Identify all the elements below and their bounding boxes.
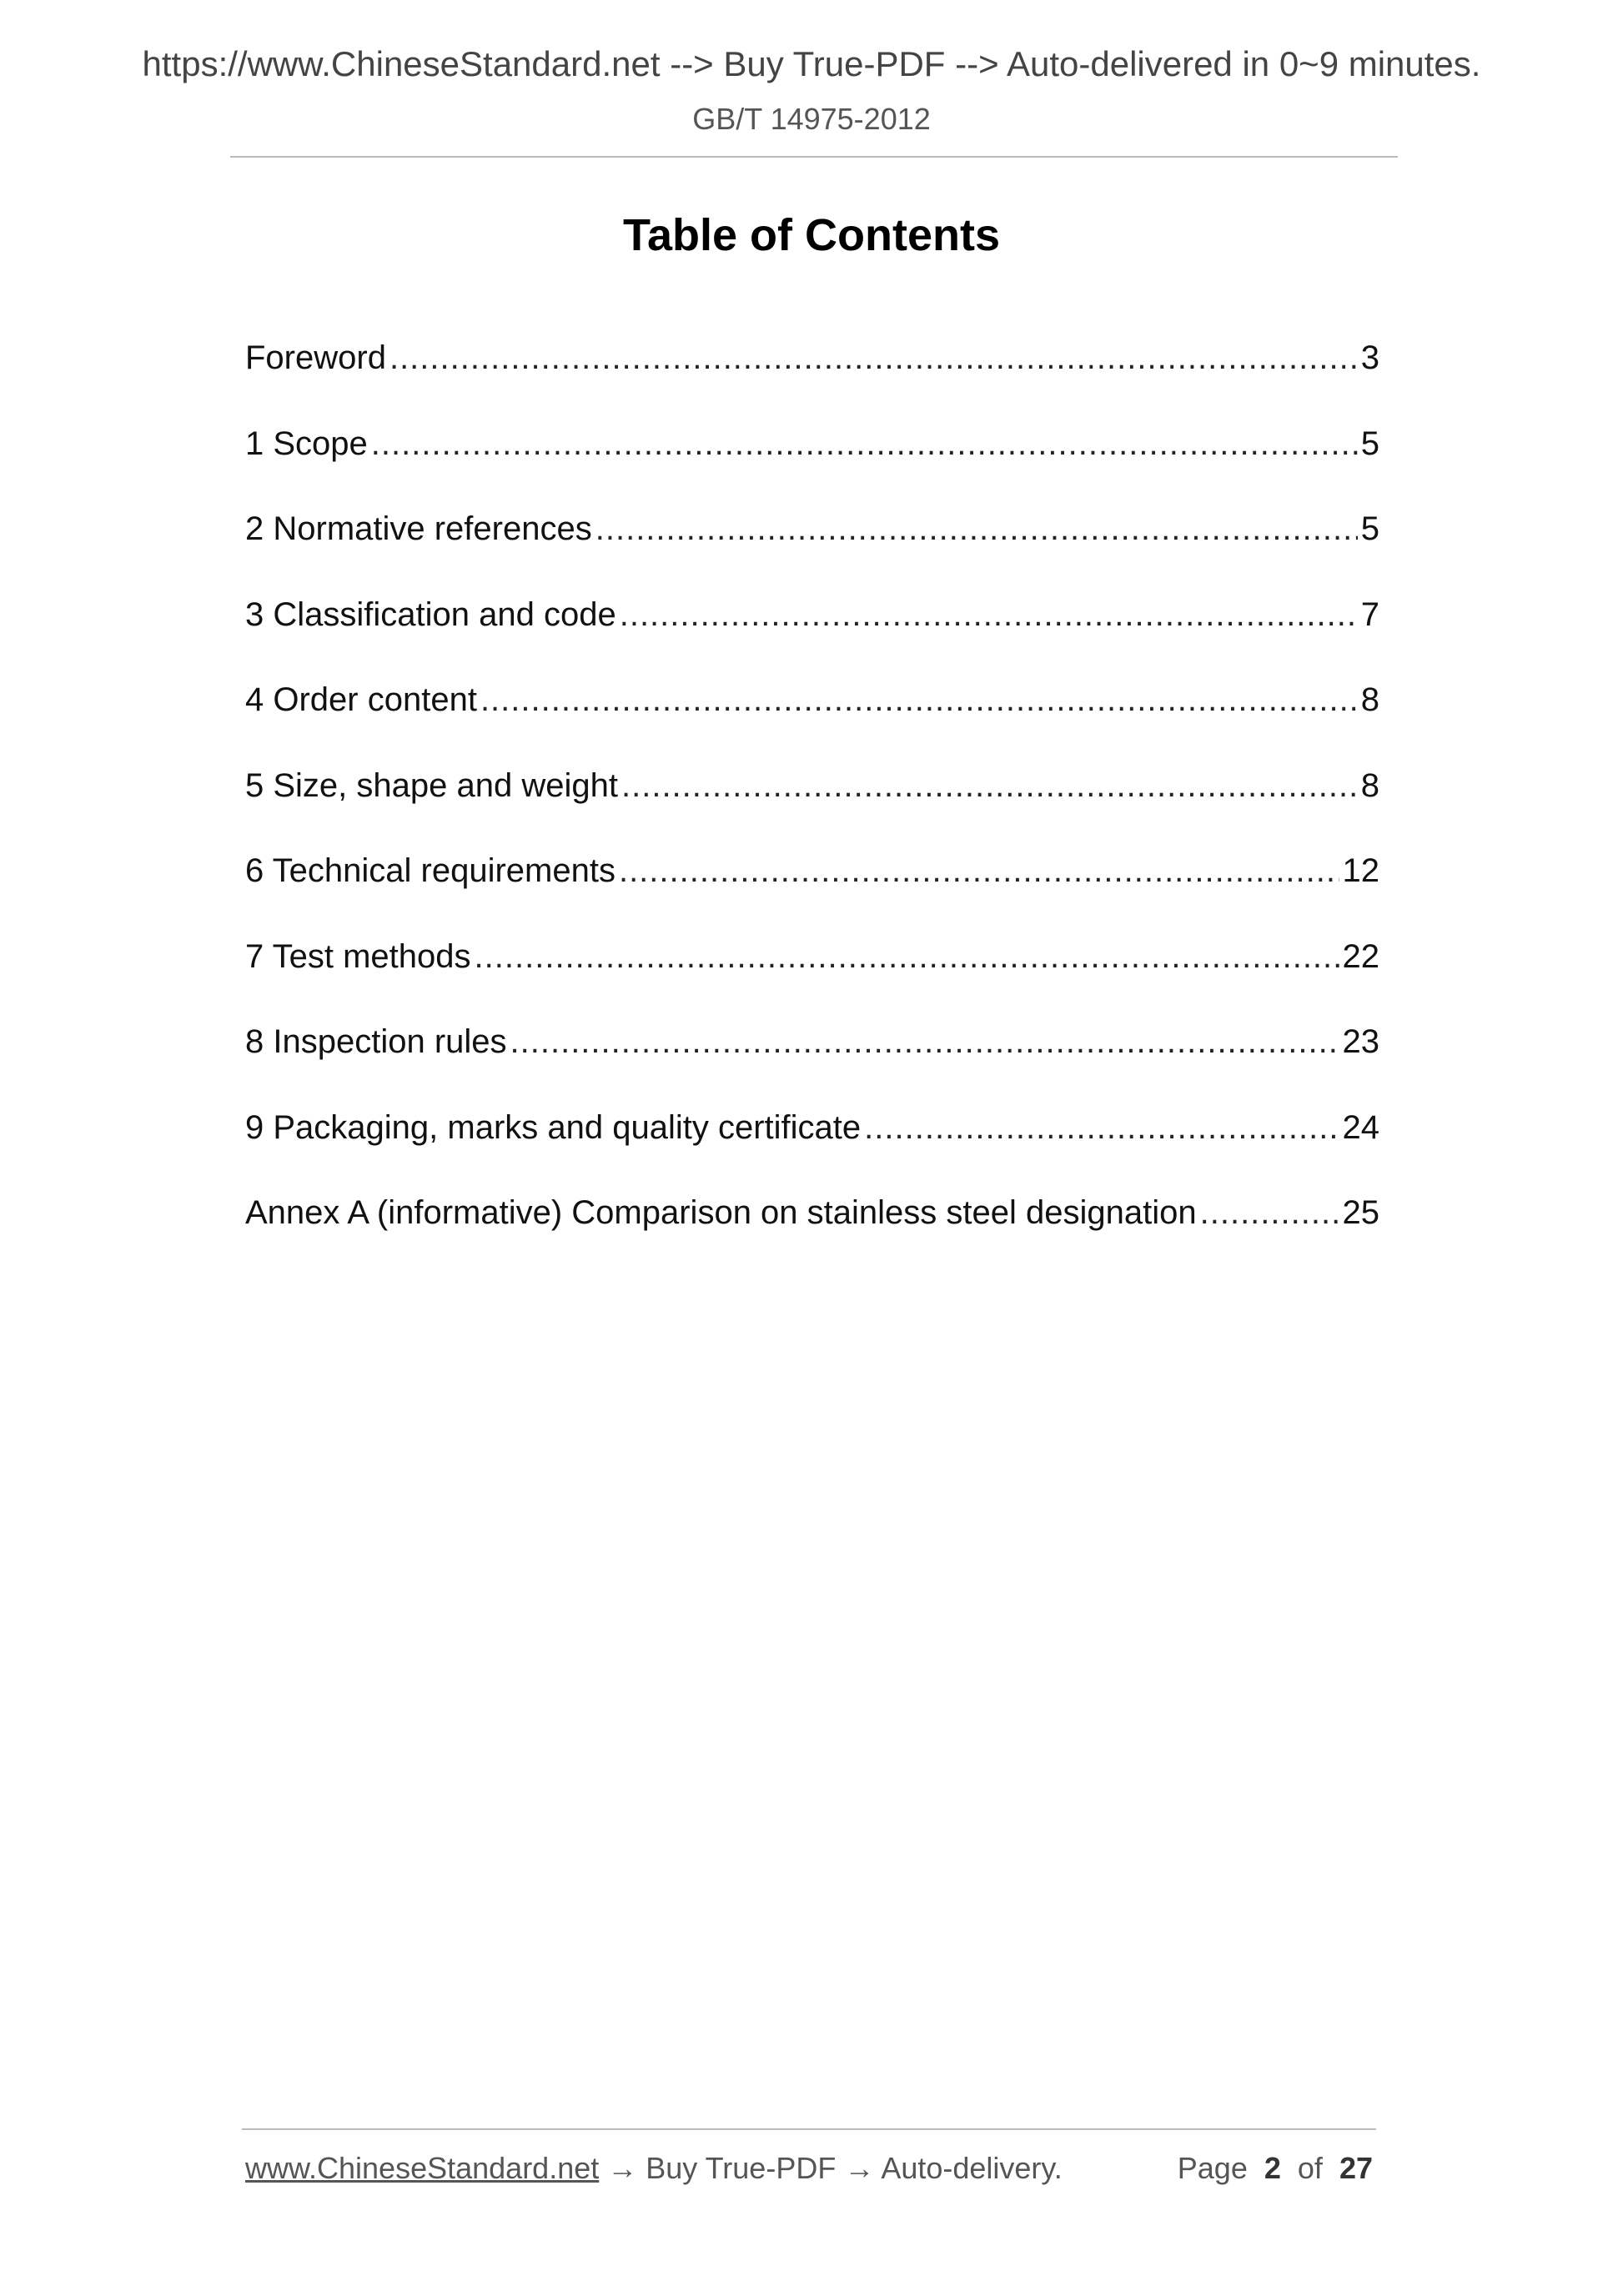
toc-entry-label: 4 Order content — [245, 681, 477, 718]
toc-entry-page: 22 — [1342, 937, 1379, 975]
footer-site-link[interactable]: www.ChineseStandard.net — [245, 2151, 600, 2185]
toc-entry-label: 6 Technical requirements — [245, 852, 616, 889]
document-id: GB/T 14975-2012 — [692, 102, 931, 136]
dot-leader — [619, 851, 1339, 891]
header-banner: https://www.ChineseStandard.net --> Buy True-PDF --> Auto-delivered in 0~9 minutes. — [142, 44, 1481, 83]
toc-entry-page: 5 — [1360, 510, 1379, 547]
dot-leader — [480, 680, 1358, 720]
toc-entry-size-shape-weight[interactable] — [245, 766, 1379, 852]
toc-entry-page: 8 — [1360, 681, 1379, 718]
dot-leader — [620, 595, 1358, 635]
dot-leader — [1200, 1193, 1339, 1233]
toc-entry-page: 7 — [1360, 595, 1379, 633]
footer-tagline: → Buy True-PDF → Auto-delivery. — [599, 2151, 1063, 2185]
toc-entry-classification-and-code[interactable] — [245, 595, 1379, 681]
toc-entry-page: 23 — [1342, 1023, 1379, 1060]
toc-entry-page: 3 — [1360, 339, 1379, 376]
toc-entry-page: 25 — [1342, 1194, 1379, 1231]
toc-entry-label: Foreword — [245, 339, 386, 376]
toc-entry-label: 9 Packaging, marks and quality certificate — [245, 1108, 862, 1146]
dot-leader — [510, 1022, 1339, 1062]
toc-entry-order-content[interactable] — [245, 680, 1379, 766]
dot-leader — [595, 509, 1358, 549]
dot-leader — [864, 1108, 1339, 1148]
toc-entry-inspection-rules[interactable] — [245, 1022, 1379, 1108]
dot-leader — [475, 937, 1339, 977]
toc-entry-technical-requirements[interactable] — [245, 851, 1379, 937]
toc-entry-page: 8 — [1360, 766, 1379, 804]
toc-entry-test-methods[interactable] — [245, 937, 1379, 1022]
header-divider — [230, 156, 1398, 158]
page-word: Page — [1177, 2151, 1248, 2185]
toc-entry-label: 7 Test methods — [245, 937, 471, 975]
footer-left — [245, 2150, 1063, 2186]
dot-leader — [621, 766, 1358, 806]
page-number — [1178, 2150, 1373, 2186]
page-of: of — [1297, 2151, 1323, 2185]
toc-entry-label: 1 Scope — [245, 425, 368, 462]
toc-entry-packaging-marks-certificate[interactable] — [245, 1108, 1379, 1193]
toc-entry-page: 5 — [1360, 425, 1379, 462]
toc-entry-page: 24 — [1342, 1108, 1379, 1146]
page-current: 2 — [1264, 2151, 1281, 2185]
dot-leader — [371, 424, 1358, 464]
dot-leader — [389, 338, 1358, 378]
page-total: 27 — [1339, 2151, 1373, 2185]
toc-title: Table of Contents — [623, 210, 1000, 260]
toc-entry-label: 8 Inspection rules — [245, 1023, 507, 1060]
footer-divider — [242, 2128, 1376, 2130]
toc-list — [245, 338, 1379, 1279]
toc-entry-label: 5 Size, shape and weight — [245, 766, 618, 804]
toc-entry-annex-a[interactable] — [245, 1193, 1379, 1279]
toc-entry-label: Annex A (informative) Comparison on stainless steel designation — [245, 1194, 1197, 1231]
toc-entry-foreword[interactable] — [245, 338, 1379, 424]
toc-entry-label: 2 Normative references — [245, 510, 592, 547]
toc-entry-scope[interactable] — [245, 424, 1379, 510]
toc-entry-page: 12 — [1342, 852, 1379, 889]
toc-entry-normative-references[interactable] — [245, 509, 1379, 595]
toc-entry-label: 3 Classification and code — [245, 595, 616, 633]
